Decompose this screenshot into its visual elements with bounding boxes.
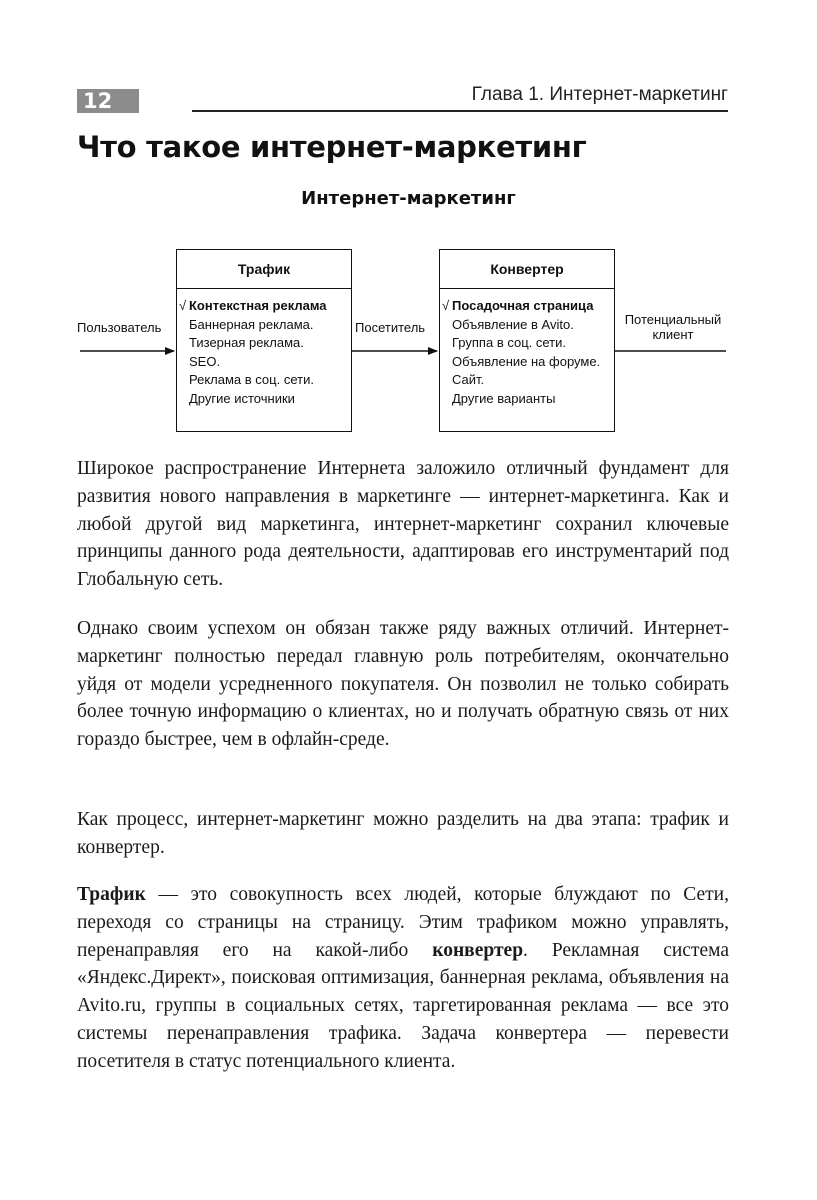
running-head: Глава 1. Интернет-маркетинг (471, 84, 728, 105)
middle-label: Посетитель (355, 320, 426, 335)
traffic-item: Тизерная реклама. (189, 335, 304, 350)
term-traffic: Трафик (77, 884, 146, 905)
traffic-box-title: Трафик (177, 250, 351, 289)
check-mark: √ (179, 298, 187, 313)
paragraph-1: Широкое распространение Интернета заложило отличный фундамент для развития нового направления в маркетинге — интернет-маркетинга. Как и любой другой вид маркетинга, интернет-маркетинг сохранил ключевые принципы данного рода деятельности, адаптировав его инструментарий под Глобальную сеть. (77, 458, 729, 591)
converter-box-title: Конвертер (440, 250, 614, 289)
diagram-title: Интернет-маркетинг (301, 188, 516, 209)
traffic-list (177, 289, 351, 408)
paragraph-4: Трафик — это совокупность всех людей, которые блуждают по Сети, переходя со страницы на страницу. Этим трафиком можно управлять, перенаправляя его на какой-либо конвертер. Рекламная система «Яндекс.Директ», поисковая оптимизация, баннерная реклама, объявления на Avito.ru, группы в социальных сетях, таргетированная реклама — все это системы перенаправления трафика. Задача конвертера — перевести посетителя в статус потенциального клиента. (77, 884, 729, 1072)
converter-item: Другие варианты (452, 390, 556, 406)
converter-item: Объявление на форуме. (452, 353, 601, 369)
traffic-item: Реклама в соц. сети. (189, 372, 314, 387)
traffic-item: SEO. (189, 353, 221, 369)
traffic-item: Другие источники (189, 390, 295, 406)
term-converter: конвертер (432, 939, 524, 961)
converter-item: √ Посадочная страница (452, 297, 614, 316)
traffic-item: Баннерная реклама. (189, 316, 314, 332)
output-label: Потенциальный клиент (624, 312, 722, 342)
converter-box (439, 249, 615, 432)
converter-item: Сайт. (452, 372, 485, 387)
converter-list (440, 289, 614, 408)
converter-item: Объявление в Avito. (452, 316, 574, 332)
traffic-box (176, 249, 352, 432)
traffic-item: √ Контекстная реклама (189, 297, 351, 316)
paragraph-2: Однако своим успехом он обязан также ряду важных отличий. Интернет-маркетинг полностью передал главную роль потребителям, окончательно уйдя от модели усредненного покупателя. Он позволил не только собирать более точную информацию о клиентах, но и получать обратную связь от них гораздо быстрее, чем в офлайн-среде. (77, 618, 729, 751)
converter-item: Группа в соц. сети. (452, 335, 567, 350)
paragraph-3: Как процесс, интернет-маркетинг можно разделить на два этапа: трафик и конвертер. (77, 809, 729, 858)
input-label: Пользователь (77, 320, 162, 335)
page-number: 12 (77, 89, 139, 113)
chapter-title: Что такое интернет-маркетинг (77, 130, 587, 164)
check-mark: √ (442, 298, 450, 313)
